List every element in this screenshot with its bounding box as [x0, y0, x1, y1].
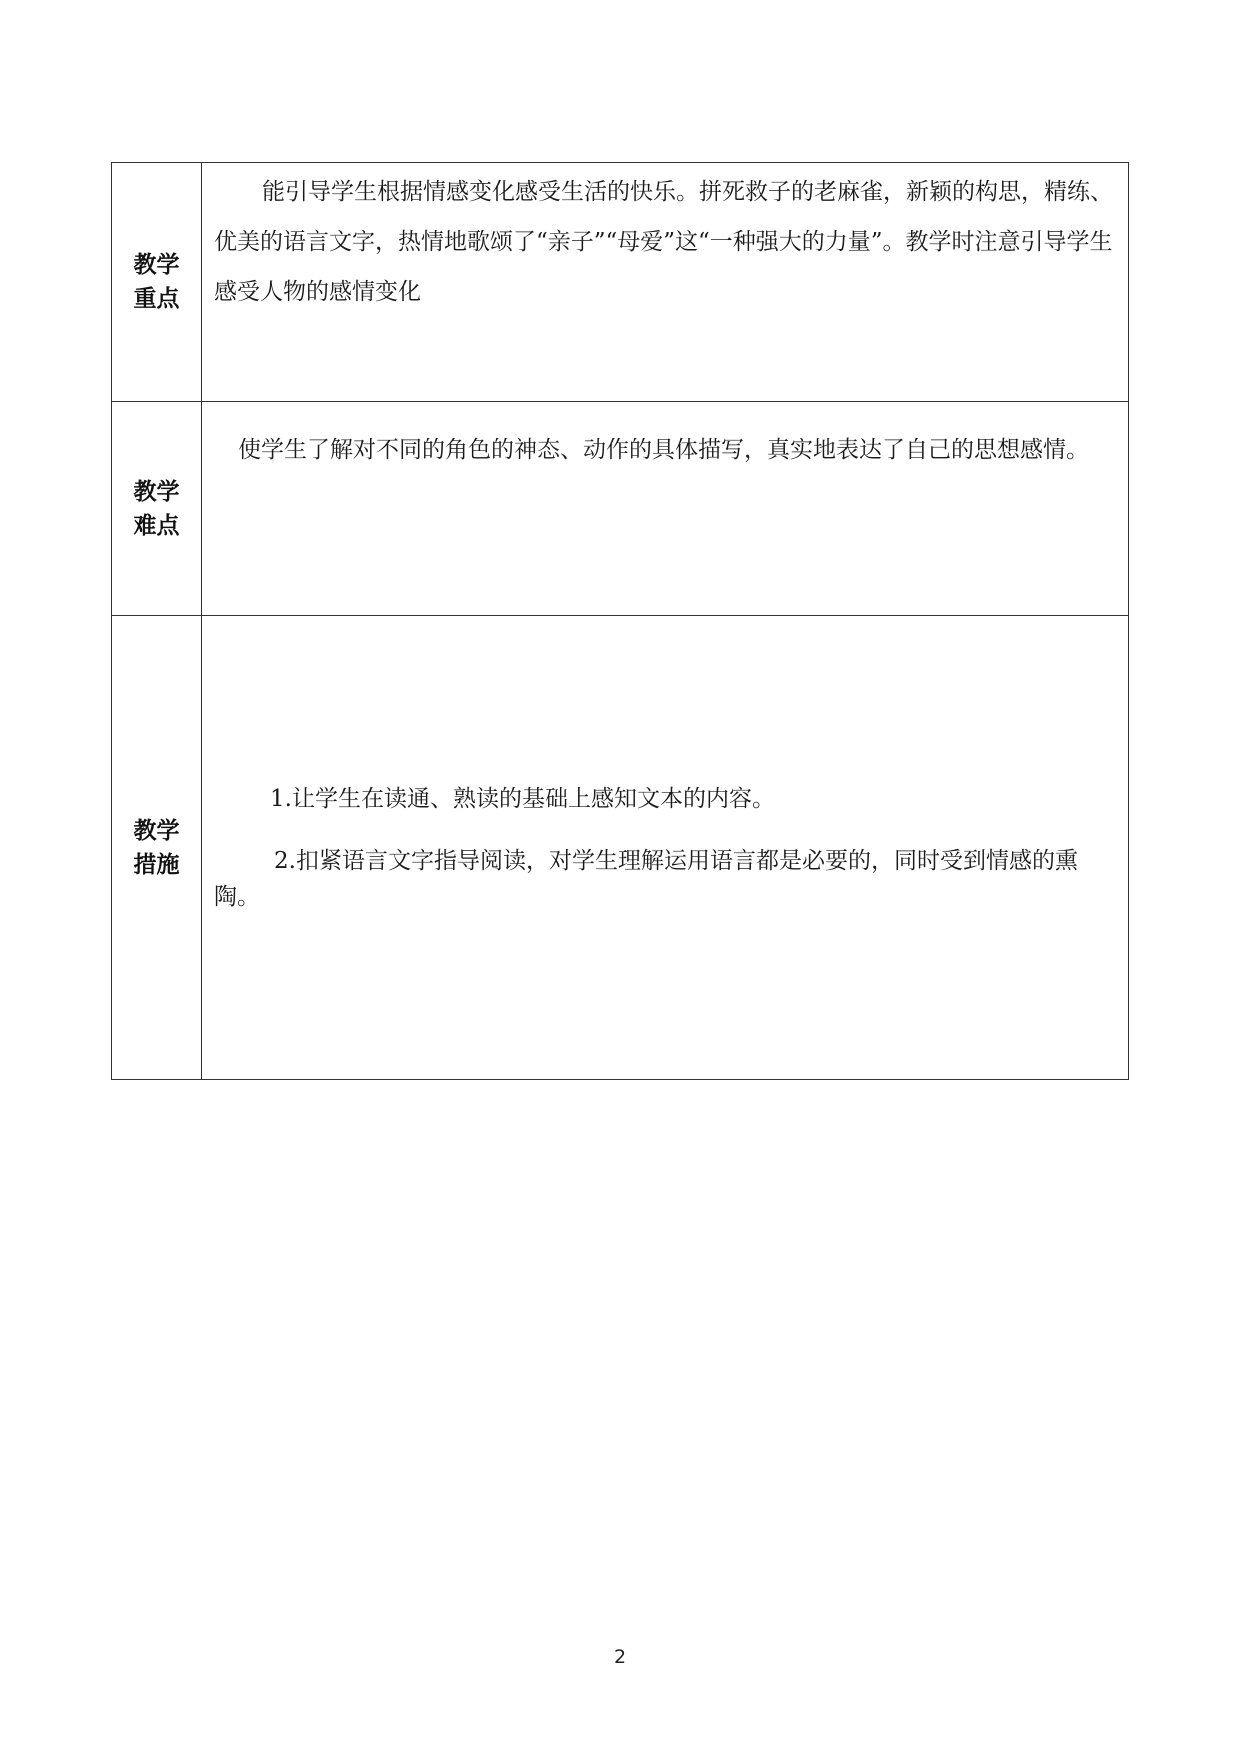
key-points-content-cell: [202, 163, 1129, 402]
row-label-line2: 重点: [133, 286, 180, 312]
page-number: 2: [613, 1646, 627, 1668]
measure-item-1: 1.让学生在读通、熟读的基础上感知文本的内容。: [270, 785, 775, 812]
row-label-line1: 教学: [133, 478, 180, 505]
row-label-cell: [112, 163, 202, 402]
lesson-plan-table: [111, 162, 1129, 1080]
table-row-difficulties: [112, 402, 1129, 616]
measures-content-cell: [202, 616, 1129, 1080]
row-label-line1: 教学: [133, 252, 180, 278]
key-points-text: 能引导学生根据情感变化感受生活的快乐。拼死救子的老麻雀，新颖的构思，精练、优美的语言文字，热情地歌颂了“亲子”“母爱”这“一种强大的力量”。教学时注意引导学生感受人物的感情变化: [214, 179, 1113, 305]
row-label-line2: 措施: [133, 851, 180, 878]
measure-item-2: 2.扣紧语言文字指导阅读，对学生理解运用语言都是必要的，同时受到情感的熏陶。: [214, 847, 1078, 910]
row-label-cell: [112, 402, 202, 616]
row-label-line2: 难点: [133, 512, 180, 539]
row-label-cell: [112, 616, 202, 1080]
difficulties-text: 使学生了解对不同的角色的神态、动作的具体描写，真实地表达了自己的思想感情。: [238, 437, 1089, 463]
row-label-line1: 教学: [133, 817, 180, 844]
table-row-key-points: [112, 163, 1129, 402]
difficulties-content-cell: [202, 402, 1129, 616]
table-row-measures: [112, 616, 1129, 1080]
